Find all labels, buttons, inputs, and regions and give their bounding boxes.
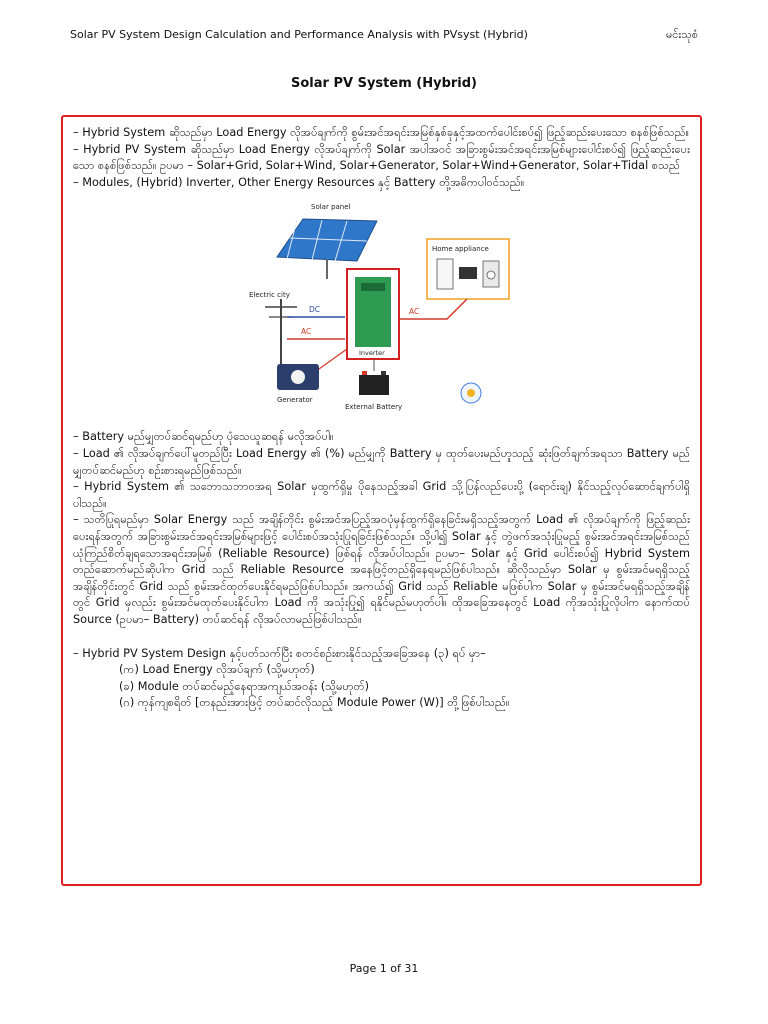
solar-panel-label: Solar panel <box>310 203 350 212</box>
home-appliance-label: Home appliance <box>431 245 489 254</box>
design-item-area: (ခ) Module တပ်ဆင်မည့်နေရာအကျယ်အဝန်း (သို့မဟုတ်) <box>119 679 369 693</box>
page-number: Page 1 of 31 <box>349 962 419 975</box>
paragraph-design-intro: – Hybrid PV System Design နှင့်ပတ်သက်ပြီး စတင်စဉ်းစားနိုင်သည့်အခြေအနေ (၃) ရပ် မှာ– <box>73 646 486 660</box>
ac-home-label: AC <box>408 307 419 317</box>
generator-label: Generator <box>276 396 313 405</box>
inverter-display <box>361 283 385 291</box>
paragraph-load-battery: – Load ၏ လိုအပ်ချက်ပေါ်မူတည်ပြီး Load Energy ၏ (%) မည်မျှကို Battery မှ ထုတ်ပေးမည်ဟူသည့် ဆုံးဖြတ်ချက်အရသာ Battery မည်မျှတပ်ဆင်မည်ဟု စဉ်းစားရမည်ဖြစ်သည်။ <box>73 446 690 477</box>
generator-line <box>319 349 347 369</box>
inverter-label: Inverter <box>358 349 385 358</box>
paragraph-hybrid-system-definition: – Hybrid System ဆိုသည်မှာ Load Energy လိုအပ်ချက်ကို စွမ်းအင်အရင်းအမြစ်နှစ်ခုနှင့်အထက်ပေါင်းစပ်၍ ဖြည့်ဆည်းပေးသော စနစ်ဖြစ်သည်။ <box>73 126 690 139</box>
design-item-cost: (ဂ) ကုန်ကျစရိတ် [တနည်းအားဖြင့် တပ်ဆင်လိုသည့် Module Power (W)] တို့ဖြစ်ပါသည်။ <box>119 696 510 710</box>
generator-icon <box>277 364 319 390</box>
content-frame <box>61 115 702 886</box>
page-title: Solar PV System (Hybrid) <box>291 76 477 91</box>
spacer <box>73 629 690 646</box>
page-header <box>70 28 698 44</box>
paragraph-reliable-resource: – သတိပြုရမည်မှာ Solar Energy သည် အချိန်တိုင်း စွမ်းအင်အပြည့်အဝပုံမှန်ထွက်ရှိနေခြင်းမရှိသည့်အတွက် Load ၏ လိုအပ်ချက်ကို ဖြည့်ဆည်းပေးရန်အတွက် အခြားစွမ်းအင်အရင်းအမြစ်များဖြင့် ပေါင်းစပ်အသုံးပြုရခြင်းဖြစ်သည်။ သို့ပါ၍ Solar နှင့် တွဲဖက်အသုံးပြုမည့် စွမ်းအင်အရင်းအမြစ်သည် ယုံကြည်စိတ်ချရသောအရင်းအမြစ် (Reliable Resource) ဖြစ်ရန် လိုအပ်ပါသည်။ ဥပမာ– Solar နှင့် Grid ပေါင်းစပ်၍ Hybrid System တည်ဆောက်မည်ဆိုပါက Grid သည် Reliable Resource အနေဖြင့်တည်ရှိနေရမည်ဖြစ်ပါသည်။ ဆိုလိုသည်မှာ Solar မှ စွမ်းအင်မရရှိသည့် အချိန်တိုင်းတွင် Grid သည် စွမ်းအင်ထုတ်ပေးနိုင်ရမည်ဖြစ်ပါသည်။ အကယ်၍ Grid သည် Reliable မဖြစ်ပါက Solar မှ စွမ်းအင်မရရှိသည့်အချိန်တွင် Grid မှလည်း စွမ်းအင်မထုတ်ပေးနိုင်ပါက Load ကို အသုံးပြု၍ ရနိုင်မည်မဟုတ်ပါ။ ထိုအခြေအနေတွင် Load ကိုအသုံးပြုလိုပါက နောက်ထပ် Source (ဥပမာ– Battery) တပ်ဆင်ရန် လိုအပ်လာမည်ဖြစ်ပါသည်။ <box>73 513 690 626</box>
paragraph-battery-note: – Battery မည်မျှတပ်ဆင်ရမည်ဟု ပုံသေယူဆရန် မလိုအပ်ပါ။ <box>73 430 334 444</box>
paragraph-grid-export: – Hybrid System ၏ သဘောသဘာဝအရ Solar မှထွက်ရှိမှု ပိုနေသည့်အခါ Grid သို့ပြန်လည်ပေးပို့ (ရောင်းချ) နိုင်သည့်လုပ်ဆောင်ချက်ပါရှိပါသည်။ <box>73 480 690 510</box>
small-logo-icon <box>461 383 481 403</box>
external-battery-label: External Battery <box>344 403 402 412</box>
dc-label: DC <box>308 305 320 315</box>
paragraph-components: – Modules, (Hybrid) Inverter, Other Energy Resources နှင့် Battery တို့အဓိကပါဝင်သည်။ <box>73 175 525 189</box>
header-author: မင်းသုစံ <box>665 28 698 41</box>
hybrid-system-diagram <box>247 199 517 423</box>
design-item-load: (က) Load Energy လိုအပ်ချက် (သို့မဟုတ်) <box>119 663 315 677</box>
electric-city-label: Electric city <box>248 291 290 300</box>
ac-grid-label: AC <box>300 327 311 337</box>
paragraph-hybrid-pv-definition: – Hybrid PV System ဆိုသည်မှာ Load Energy လိုအပ်ချက်ကို Solar အပါအဝင် အခြားစွမ်းအင်အရင်းအမြစ်များပေါင်းစပ်၍ ဖြည့်ဆည်းပေးသော စနစ်ဖြစ်သည်။ ဥပမာ – Solar+Grid, Solar+Wind, Solar+Generator, Solar+Wind+Generator, Solar+Tidal စသည် <box>73 142 690 173</box>
battery-icon <box>359 371 389 395</box>
header-document-title: Solar PV System Design Calculation and Performance Analysis with PVsyst (Hybrid) <box>70 28 528 41</box>
home-appliance-icon <box>437 259 499 289</box>
